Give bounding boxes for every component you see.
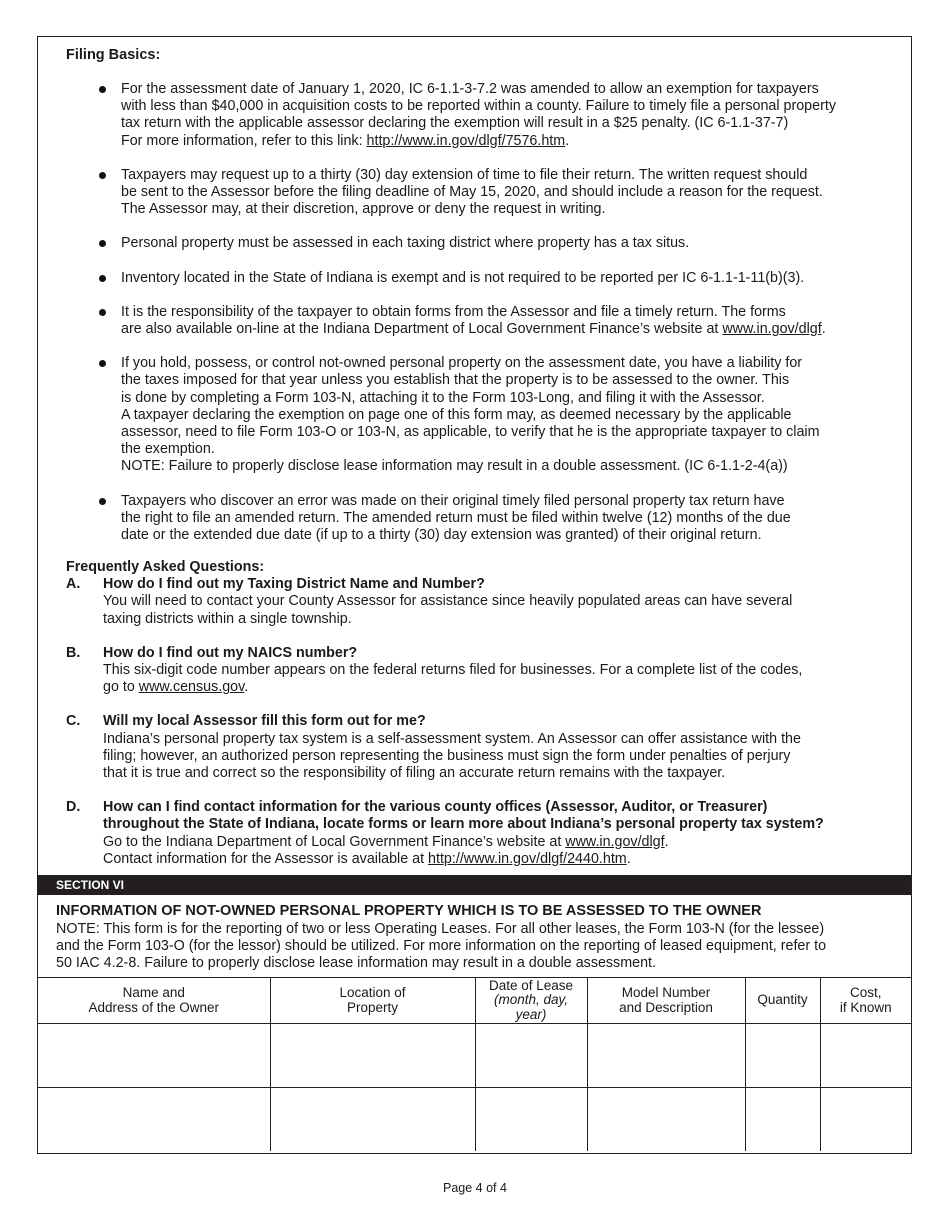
bullet-dot-icon <box>99 498 106 505</box>
col-cost: Cost, if Known <box>820 978 911 1024</box>
model-description-field[interactable] <box>587 1024 745 1088</box>
bullet-extension: Taxpayers may request up to a thirty (30) day extension of time to file their return. The written request should be sent to the Assessor before the filing deadline of May 15, 2020, and should include a reason for the request. The Assessor may, at their discretion, approve or deny the request in writing. <box>38 167 913 219</box>
lease-date-field[interactable] <box>475 1088 587 1152</box>
col-quantity: Quantity <box>745 978 820 1024</box>
link-dlgf-faq[interactable]: www.in.gov/dlgf <box>565 833 665 850</box>
property-location-field[interactable] <box>270 1024 475 1088</box>
form-page-frame <box>37 36 912 1154</box>
section-vi-bar: SECTION VI <box>38 875 911 895</box>
cost-field[interactable] <box>820 1088 911 1152</box>
bullet-inventory: Inventory located in the State of Indiana is exempt and is not required to be reported per IC 6-1.1-1-11(b)(3). <box>38 270 913 287</box>
faq-item-b: B. How do I find out my NAICS number? This six-digit code number appears on the federal returns filed for businesses. For a complete list of the codes, go to www.census.gov. <box>66 644 803 696</box>
faq-item-c: C. Will my local Assessor fill this form out for me? Indiana’s personal property tax system is a self-assessment system. An Assessor can offer assistance with the filing; however, an authorized person representing the business must sign the form under penalties of perjury that it is true and correct so the responsibility of filing an accurate return remains with the taxpayer. <box>66 713 801 782</box>
lease-table <box>38 977 911 1151</box>
quantity-field[interactable] <box>745 1088 820 1152</box>
filing-basics-list <box>38 81 913 561</box>
bullet-dot-icon <box>99 309 106 316</box>
quantity-field[interactable] <box>745 1024 820 1088</box>
section-vi-note: NOTE: This form is for the reporting of two or less Operating Leases. For all other leases, the Form 103-N (for the lessee) and the Form 103-O (for the lessor) should be utilized. For more information on the reporting of leased equipment, refer to 50 IAC 4.2-8. Failure to properly disclose lease information may result in a double assessment. <box>56 921 827 972</box>
cost-field[interactable] <box>820 1024 911 1088</box>
link-census[interactable]: www.census.gov <box>138 679 245 696</box>
bullet-dot-icon <box>99 172 106 179</box>
owner-name-address-field[interactable] <box>38 1024 270 1088</box>
bullet-dot-icon <box>99 275 106 282</box>
lease-table-row <box>38 1088 911 1152</box>
link-dlgf-7576[interactable]: http://www.in.gov/dlgf/7576.htm <box>366 132 566 149</box>
link-dlgf-2440[interactable]: http://www.in.gov/dlgf/2440.htm <box>428 850 627 867</box>
col-lease-date: Date of Lease (month, day, year) <box>475 978 587 1024</box>
faq-item-d: D. How can I find contact information for the various county offices (Assessor, Auditor, or Treasurer) throughout the State of Indiana, locate forms or learn more about Indiana’s personal property tax system? Go to the Indiana Department of Local Government Finance’s website at www.in.gov/dlgf. Contact information for the Assessor is available at http://www.in.gov/dlgf/2440.htm. <box>66 799 824 867</box>
faq-section <box>66 559 896 885</box>
lease-date-field[interactable] <box>475 1024 587 1088</box>
bullet-dot-icon <box>99 360 106 367</box>
owner-name-address-field[interactable] <box>38 1088 270 1152</box>
col-property-location: Location of Property <box>270 978 475 1024</box>
bullet-responsibility: It is the responsibility of the taxpayer to obtain forms from the Assessor and file a timely return. The forms are also available on-line at the Indiana Department of Local Government Finance’s website at www.in.gov/dlgf. <box>38 304 913 338</box>
bullet-amended-return: Taxpayers who discover an error was made on their original timely filed personal property tax return have the right to file an amended return. The amended return must be filed within twelve (12) months of the due date or the extended due date (if up to a thirty (30) day extension was granted) of their original return. <box>38 493 913 545</box>
link-dlgf[interactable]: www.in.gov/dlgf <box>722 321 822 338</box>
col-model-description: Model Number and Description <box>587 978 745 1024</box>
col-owner-name-address: Name and Address of the Owner <box>38 978 270 1024</box>
page-number: Page 4 of 4 <box>443 1181 507 1195</box>
lease-table-row <box>38 1024 911 1088</box>
bullet-not-owned: If you hold, possess, or control not-owned personal property on the assessment date, you have a liability for the taxes imposed for that year unless you establish that the property is to be assessed to the owner. This is done by completing a Form 103-N, attaching it to the Form 103-Long, and filing it with the Assessor. A taxpayer declaring the exemption on page one of this form may, as deemed necessary by the applicable assessor, need to file Form 103-O or 103-N, as applicable, to verify that he is the appropriate taxpayer to claim the exemption. NOTE: Failure to properly disclose lease information may result in a double assessment. (IC 6-1.1-2-4(a)) <box>38 355 913 475</box>
lease-table-header <box>38 978 911 1024</box>
bullet-dot-icon <box>99 86 106 93</box>
faq-item-a: A. How do I find out my Taxing District Name and Number? You will need to contact your County Assessor for assistance since heavily populated areas can have several taxing districts within a single township. <box>66 576 793 627</box>
section-vi-title: INFORMATION OF NOT-OWNED PERSONAL PROPERTY WHICH IS TO BE ASSESSED TO THE OWNER <box>56 903 762 919</box>
bullet-dot-icon <box>99 240 106 247</box>
bullet-tax-situs: Personal property must be assessed in each taxing district where property has a tax situs. <box>38 235 913 252</box>
faq-heading: Frequently Asked Questions: <box>66 559 265 575</box>
filing-basics-heading: Filing Basics: <box>66 47 161 63</box>
bullet-exemption: For the assessment date of January 1, 2020, IC 6-1.1-3-7.2 was amended to allow an exemption for taxpayers with less than $40,000 in acquisition costs to be reported within a county. Failure to timely file a personal property tax return with the applicable assessor declaring the exemption will result in a $25 penalty. (IC 6-1.1-37-7) For more information, refer to this link: http://www.in.gov/dlgf/7576.htm. <box>38 81 913 150</box>
property-location-field[interactable] <box>270 1088 475 1152</box>
model-description-field[interactable] <box>587 1088 745 1152</box>
